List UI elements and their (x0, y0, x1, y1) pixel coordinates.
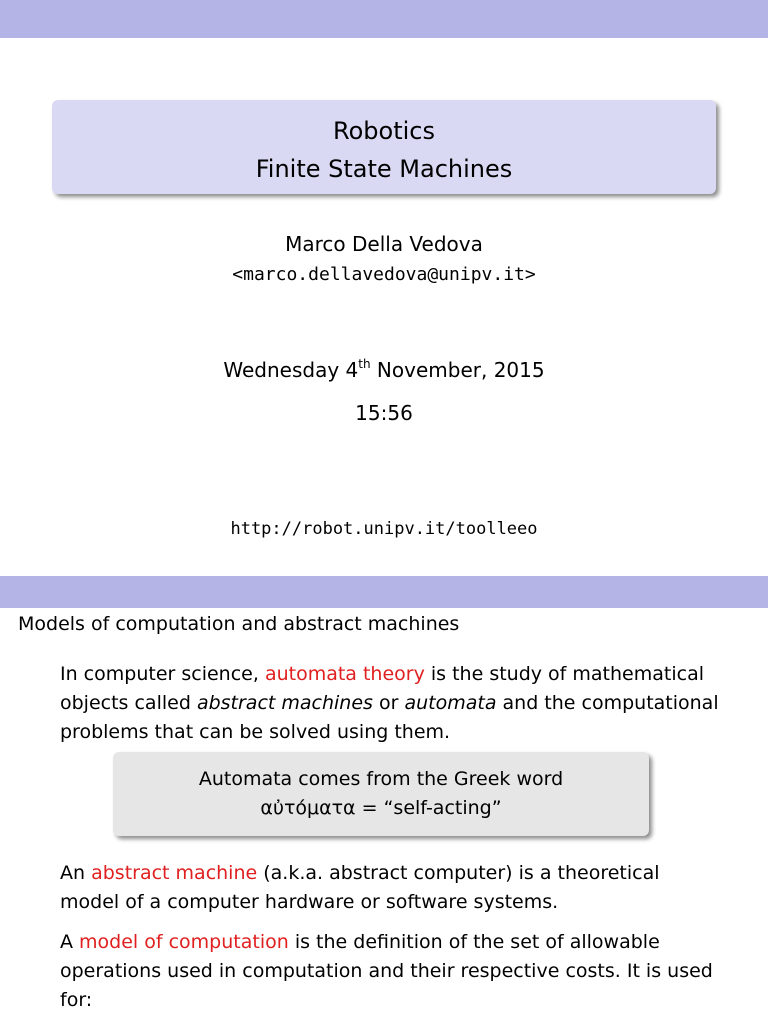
slide-header-band (0, 576, 768, 608)
header-band (0, 0, 768, 38)
presentation-date (0, 357, 768, 382)
presentation-time: 15:56 (355, 401, 413, 425)
text-run: A (60, 931, 80, 953)
date-ordinal: th (358, 357, 371, 371)
text-run: is the study of mathematical objects called (60, 663, 704, 714)
term-automata: automata (404, 692, 497, 714)
author-email: <marco.dellavedova@unipv.it> (232, 264, 536, 285)
paragraph-automata-theory (60, 660, 720, 747)
paragraph-abstract-machine (60, 859, 720, 917)
presentation-subtitle: Finite State Machines (255, 155, 513, 183)
slide-title: Models of computation and abstract machines (18, 613, 460, 635)
text-run: (a.k.a. abstract computer) is a theoretical model of a computer hardware or software systems. (60, 862, 660, 913)
term-model-of-computation: model of computation (79, 931, 289, 953)
text-run: is the definition of the set of allowable operations used in computation and their respective costs. It is used for: (60, 931, 713, 1011)
greek-etymology-block (113, 752, 649, 836)
term-abstract-machine: abstract machine (91, 862, 258, 884)
presentation-title: Robotics (333, 117, 435, 145)
text-run: In computer science, (60, 663, 265, 685)
paragraph-model-of-computation (60, 928, 720, 1015)
term-automata-theory: automata theory (264, 663, 425, 685)
title-block (52, 100, 716, 194)
course-url[interactable]: http://robot.unipv.it/toolleeo (230, 519, 538, 539)
term-abstract-machines: abstract machines (196, 692, 373, 714)
author-name: Marco Della Vedova (285, 232, 483, 256)
text-run: An (60, 862, 92, 884)
quote-line-1: Automata comes from the Greek word (198, 768, 564, 790)
date-prefix: Wednesday 4 (223, 358, 359, 382)
text-run: or (372, 692, 405, 714)
text-run: and the computational problems that can be solved using them. (60, 692, 719, 743)
date-suffix: November, 2015 (370, 358, 545, 382)
quote-line-2: αὐτόματα = “self-acting” (260, 797, 502, 819)
